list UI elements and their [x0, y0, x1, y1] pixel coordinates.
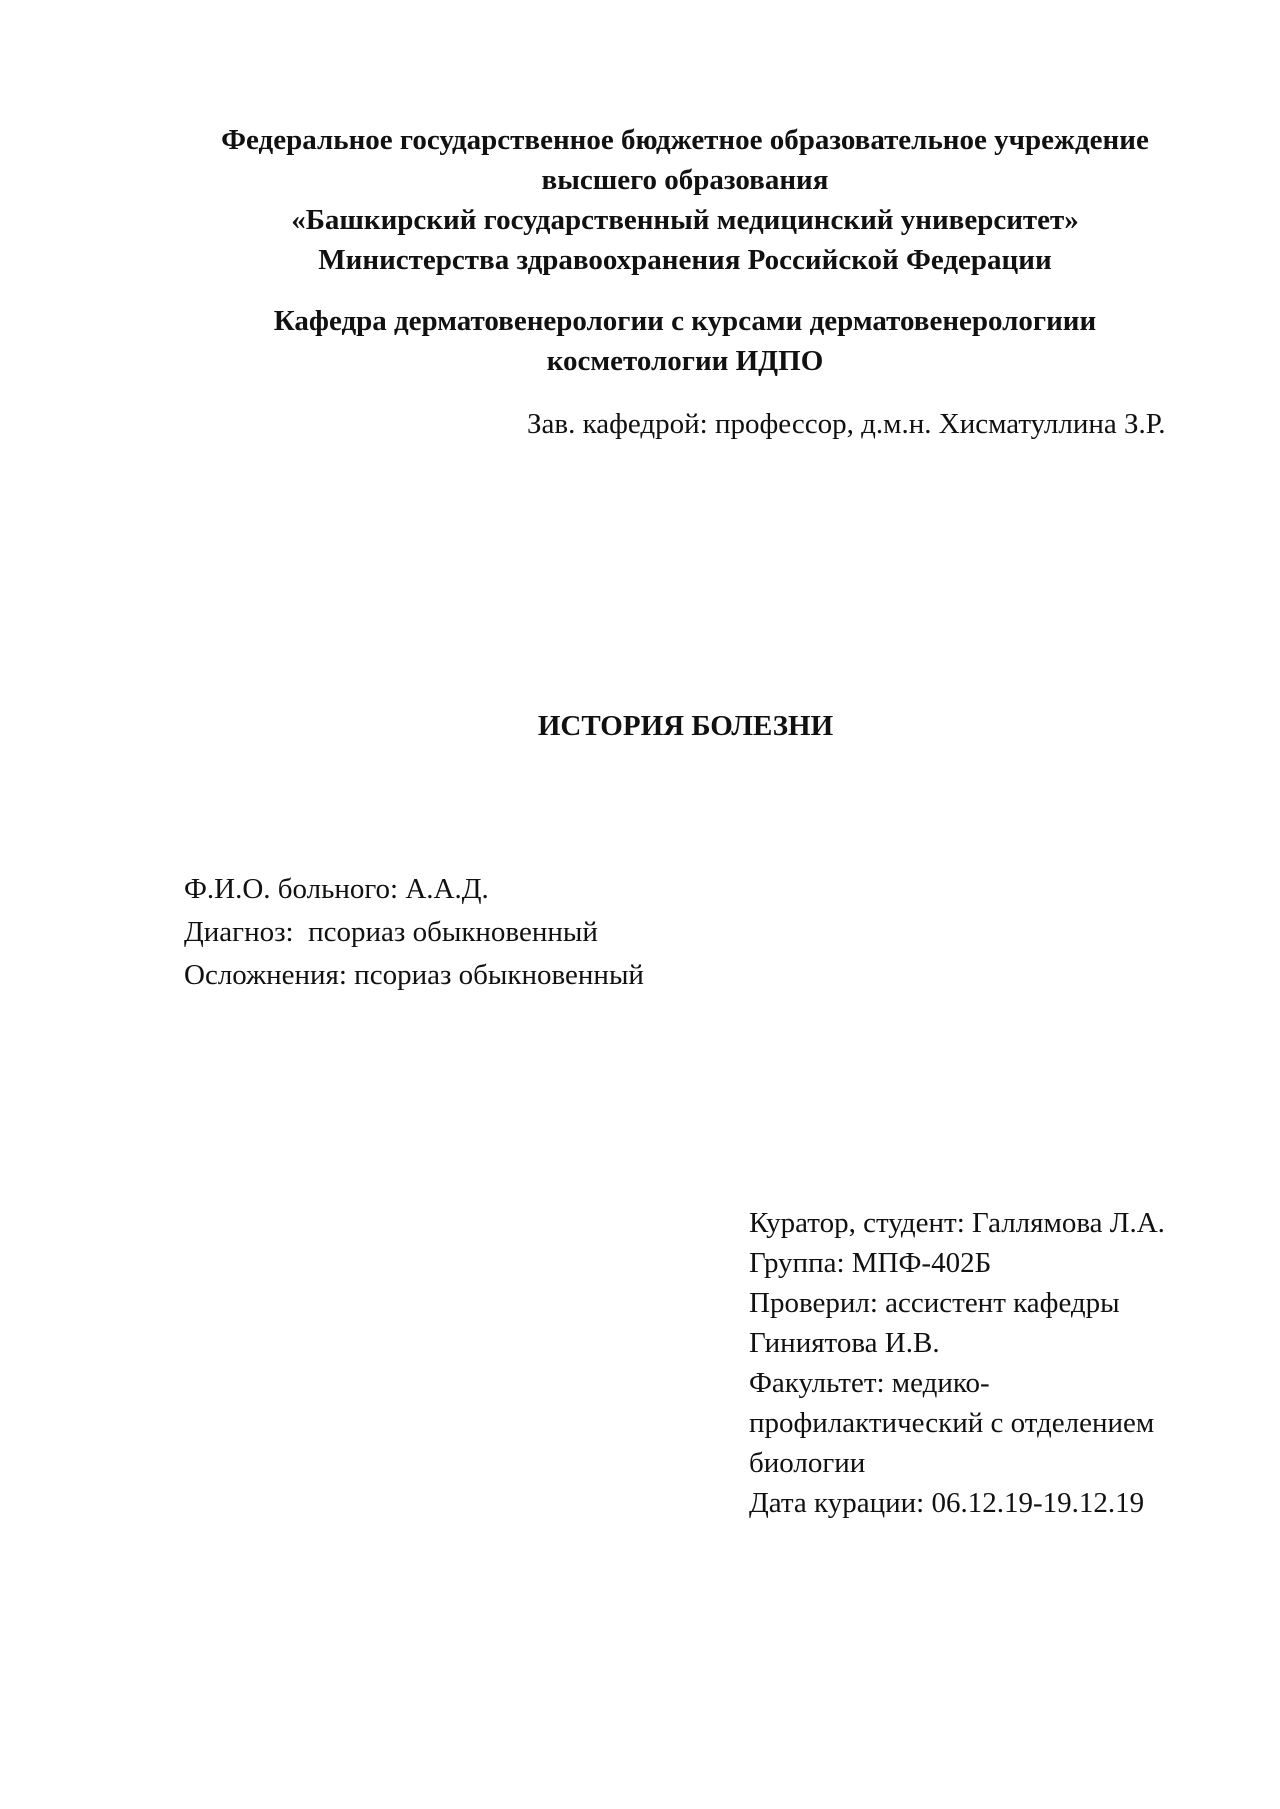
faculty: Факультет: медико-профилактический с отделением биологии — [749, 1367, 1155, 1479]
head-of-department: Зав. кафедрой: профессор, д.м.н. Хисматуллина З.Р. — [527, 408, 1166, 440]
curator-info — [749, 1203, 1219, 1523]
institution-line-4: Министерства здравоохранения Российской Федерации — [318, 244, 1052, 276]
institution-line-1: Федеральное государственное бюджетное образовательное учреждение — [221, 124, 1149, 156]
curator-name: Куратор, студент: Галлямова Л.А. — [749, 1207, 1165, 1239]
patient-diagnosis: Диагноз: псориаз обыкновенный — [184, 916, 598, 948]
document-title: ИСТОРИЯ БОЛЕЗНИ — [537, 710, 834, 742]
department-line-1: Кафедра дерматовенерологии с курсами дерматовенерологиии — [273, 305, 1097, 337]
curator-group: Группа: МПФ-402Б — [749, 1247, 992, 1279]
institution-line-3: «Башкирский государственный медицинский университет» — [291, 204, 1079, 236]
patient-name: Ф.И.О. больного: А.А.Д. — [184, 873, 489, 905]
department-line-2: косметологии ИДПО — [546, 345, 824, 377]
patient-complications: Осложнения: псориаз обыкновенный — [184, 959, 644, 991]
checked-by: Проверил: ассистент кафедры Гиниятова И.В. — [749, 1287, 1120, 1359]
patient-info — [184, 868, 644, 997]
curation-dates: Дата курации: 06.12.19-19.12.19 — [749, 1487, 1145, 1519]
department-header — [185, 301, 1185, 381]
institution-header — [185, 120, 1185, 280]
institution-line-2: высшего образования — [541, 164, 829, 196]
